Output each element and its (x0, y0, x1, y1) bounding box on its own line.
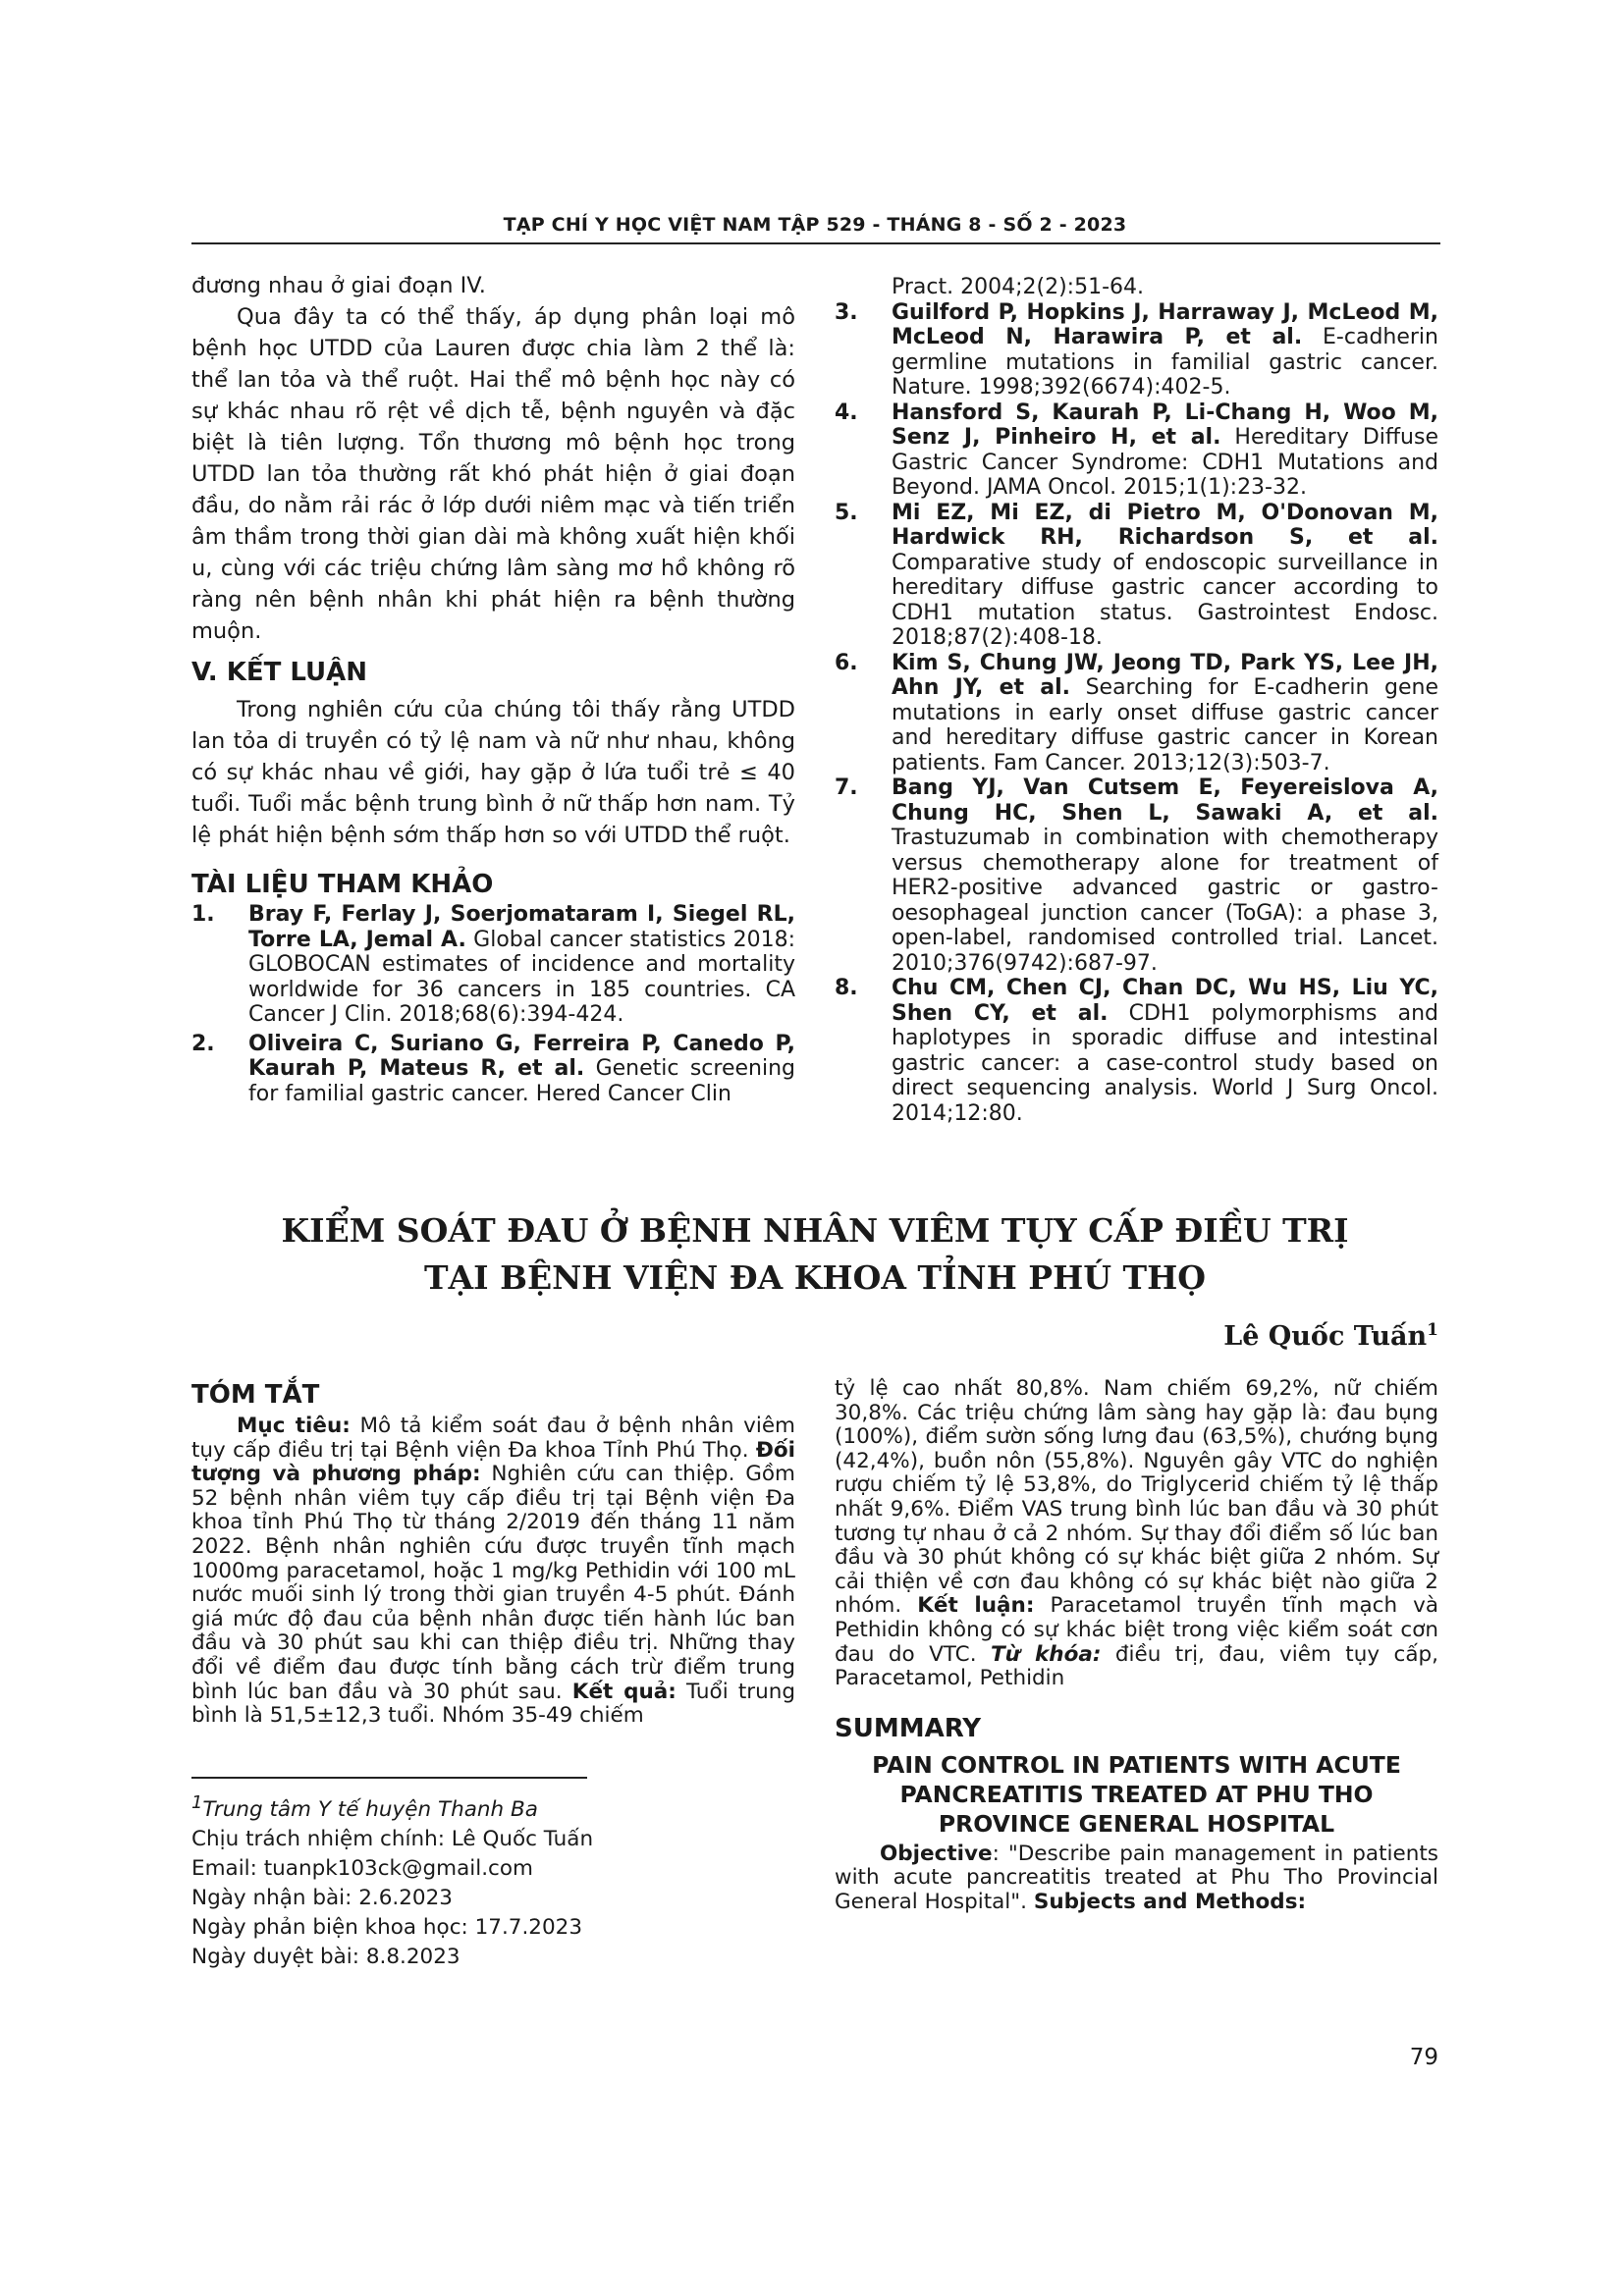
author-name: Lê Quốc Tuấn$^1$ (1223, 1320, 1438, 1352)
reference-item: 6. Kim S, Chung JW, Jeong TD, Park YS, Lee JH, Ahn JY, et al. Searching for E-cadherin gene mutations in early onset diffuse gastric cancer and hereditary diffuse gastric cancer in Korean patients. Fam Cancer. 2013;12(3):503-7. (835, 650, 1439, 775)
reference-item: 7. Bang YJ, Van Cutsem E, Feyereislova A, Chung HC, Shen L, Sawaki A, et al. Trastuzumab in combination with chemotherapy versus chemotherapy alone for treatment of HER2-positive advanced gastric or gastro-oesophageal junction cancer (ToGA): a phase 3, open-label, randomised controlled trial. Lancet. 2010;376(9742):687-97. (835, 775, 1438, 976)
abstract-text-continued: tỷ lệ cao nhất 80,8%. Nam chiếm 69,2%, nữ chiếm 30,8%. Các triệu chứng lâm sàng hay gặp là: đau bụng (100%), điểm sườn sống lưng đau (63,5%), chướng bụng (42,4%), buồn nôn (55,8%). Nguyên gây VTC do nghiện rượu chiếm tỷ lệ 53,8%, do Triglycerid chiếm tỷ lệ thấp nhất 9,6%. Điểm VAS trung bình lúc ban đầu và 30 phút tương tự nhau ở cả 2 nhóm. Sự thay đổi điểm số lúc ban đầu và 30 phút không có sự khác biệt giữa 2 nhóm. Sự cải thiện về cơn đau không có sự khác biệt nào giữa 2 nhóm. Kết luận: Paracetamol truyền tĩnh mạch và Pethidin không có sự khác biệt trong việc kiểm soát cơn đau do VTC. Từ khóa: điều trị, đau, viêm tụy cấp, Paracetamol, Pethidin (835, 1376, 1438, 1691)
footnote-rule (191, 1777, 587, 1779)
footnote-accepted: Ngày duyệt bài: 8.8.2023 (191, 1945, 460, 1970)
left-column (191, 270, 795, 1106)
footnote (191, 1789, 623, 1972)
article-title-line-1: KIỂM SOÁT ĐAU Ở BỆNH NHÂN VIÊM TỤY CẤP ĐIỀU TRỊ (281, 1211, 1349, 1250)
references-heading: TÀI LIỆU THAM KHẢO (191, 870, 494, 899)
summary-title: PAIN CONTROL IN PATIENTS WITH ACUTE PANCREATITIS TREATED AT PHU THO PROVINCE GENERAL HOSPITAL (872, 1750, 1401, 1838)
conclusion-heading: V. KẾT LUẬN (191, 658, 368, 687)
article-title (191, 1207, 1438, 1302)
reference-list-right (835, 275, 1438, 1126)
abstract-right (835, 1377, 1438, 1915)
author-affiliation-mark: 1 (1427, 1320, 1438, 1340)
page-number: 79 (1409, 2045, 1438, 2070)
reference-item: 1. Bray F, Ferlay J, Soerjomataram I, Siegel RL, Torre LA, Jemal A. Global cancer statistics 2018: GLOBOCAN estimates of incidence and mortality worldwide for 36 cancers in 185 countries. CA Cancer J Clin. 2018;68(6):394-424. (191, 902, 795, 1027)
abstract-left (191, 1379, 795, 1729)
footnote-affiliation: $^1$Trung tâm Y tế huyện Thanh Ba (191, 1792, 538, 1823)
abstract-text: Mục tiêu: Mô tả kiểm soát đau ở bệnh nhân viêm tụy cấp điều trị tại Bệnh viện Đa khoa Tỉnh Phú Thọ. Đối tượng và phương pháp: Nghiên cứu can thiệp. Gồm 52 bệnh nhân viêm tụy cấp điều trị tại Bệnh viện Đa khoa tỉnh Phú Thọ từ tháng 2/2019 đến tháng 11 năm 2022. Bệnh nhân nghiên cứu được truyền tĩnh mạch 1000mg paracetamol, hoặc 1 mg/kg Pethidin với 100 mL nước muối sinh lý trong thời gian truyền 4-5 phút. Đánh giá mức độ đau của bệnh nhân được tiến hành lúc ban đầu và 30 phút sau khi can thiệp điều trị. Những thay đổi về điểm đau được tính bằng cách trừ điểm trung bình lúc ban đầu và 30 phút sau. Kết quả: Tuổi trung bình là 51,5±12,3 tuổi. Nhóm 35-49 chiếm (191, 1414, 795, 1729)
footnote-reviewed: Ngày phản biện khoa học: 17.7.2023 (191, 1915, 583, 1941)
paragraph-lauren: Qua đây ta có thể thấy, áp dụng phân loại mô bệnh học UTDD của Lauren được chia làm 2 thể là: thể lan tỏa và thể ruột. Hai thể mô bệnh học này có sự khác nhau rõ rệt về dịch tễ, bệnh nguyên và đặc biệt là tiên lượng. Tổn thương mô bệnh học trong UTDD lan tỏa thường rất khó phát hiện ở giai đoạn đầu, do nằm rải rác ở lớp dưới niêm mạc và tiến triển âm thầm trong thời gian dài mà không xuất hiện khối u, cùng với các triệu chứng lâm sàng mơ hồ không rõ ràng nên bệnh nhân khi phát hiện ra bệnh thường muộn. (191, 304, 795, 644)
summary-heading: SUMMARY (835, 1713, 982, 1743)
article-title-line-2: TẠI BỆNH VIỆN ĐA KHOA TỈNH PHÚ THỌ (423, 1258, 1206, 1297)
reference-item: 2. Oliveira C, Suriano G, Ferreira P, Canedo P, Kaurah P, Mateus R, et al. Genetic screening for familial gastric cancer. Hered Cancer Clin (191, 1031, 795, 1106)
summary-text: Objective: "Describe pain management in patients with acute pancreatitis treated at Phu Tho Provincial General Hospital". Subjects and Methods: (835, 1841, 1438, 1914)
right-column (835, 275, 1438, 1126)
conclusion-text: Trong nghiên cứu của chúng tôi thấy rằng UTDD lan tỏa di truyền có tỷ lệ nam và nữ như nhau, không có sự khác nhau về giới, hay gặp ở lứa tuổi trẻ ≤ 40 tuổi. Tuổi mắc bệnh trung bình ở nữ thấp hơn nam. Tỷ lệ phát hiện bệnh sớm thấp hơn so với UTDD thể ruột. (191, 697, 795, 848)
abstract-heading: TÓM TẮT (191, 1380, 320, 1410)
footnote-received: Ngày nhận bài: 2.6.2023 (191, 1886, 453, 1911)
reference-item: 5. Mi EZ, Mi EZ, di Pietro M, O'Donovan M, Hardwick RH, Richardson S, et al. Comparative study of endoscopic surveillance in hereditary diffuse gastric cancer according to CDH1 mutation status. Gastrointest Endosc. 2018;87(2):408-18. (835, 500, 1438, 650)
journal-header: TẠP CHÍ Y HỌC VIỆT NAM TẬP 529 - THÁNG 8 - SỐ 2 - 2023 (503, 214, 1127, 236)
footnote-email: Email: tuanpk103ck@gmail.com (191, 1856, 533, 1882)
header-rule (191, 242, 1440, 244)
paragraph-stage-iv: đương nhau ở giai đoạn IV. (191, 273, 486, 298)
footnote-responsible: Chịu trách nhiệm chính: Lê Quốc Tuấn (191, 1827, 594, 1852)
reference-item: 3. Guilford P, Hopkins J, Harraway J, McLeod M, McLeod N, Harawira P, et al. E-cadherin germline mutations in familial gastric cancer. Nature. 1998;392(6674):402-5. (835, 299, 1438, 400)
reference-continuation: Pract. 2004;2(2):51-64. (892, 275, 1145, 299)
reference-item: 8. Chu CM, Chen CJ, Chan DC, Wu HS, Liu YC, Shen CY, et al. CDH1 polymorphisms and haplotypes in sporadic diffuse and intestinal gastric cancer: a case-control study based on direct sequencing analysis. World J Surg Oncol. 2014;12:80. (835, 976, 1438, 1126)
reference-list-left (191, 902, 795, 1106)
reference-item: 4. Hansford S, Kaurah P, Li-Chang H, Woo M, Senz J, Pinheiro H, et al. Hereditary Diffuse Gastric Cancer Syndrome: CDH1 Mutations and Beyond. JAMA Oncol. 2015;1(1):23-32. (835, 400, 1438, 500)
